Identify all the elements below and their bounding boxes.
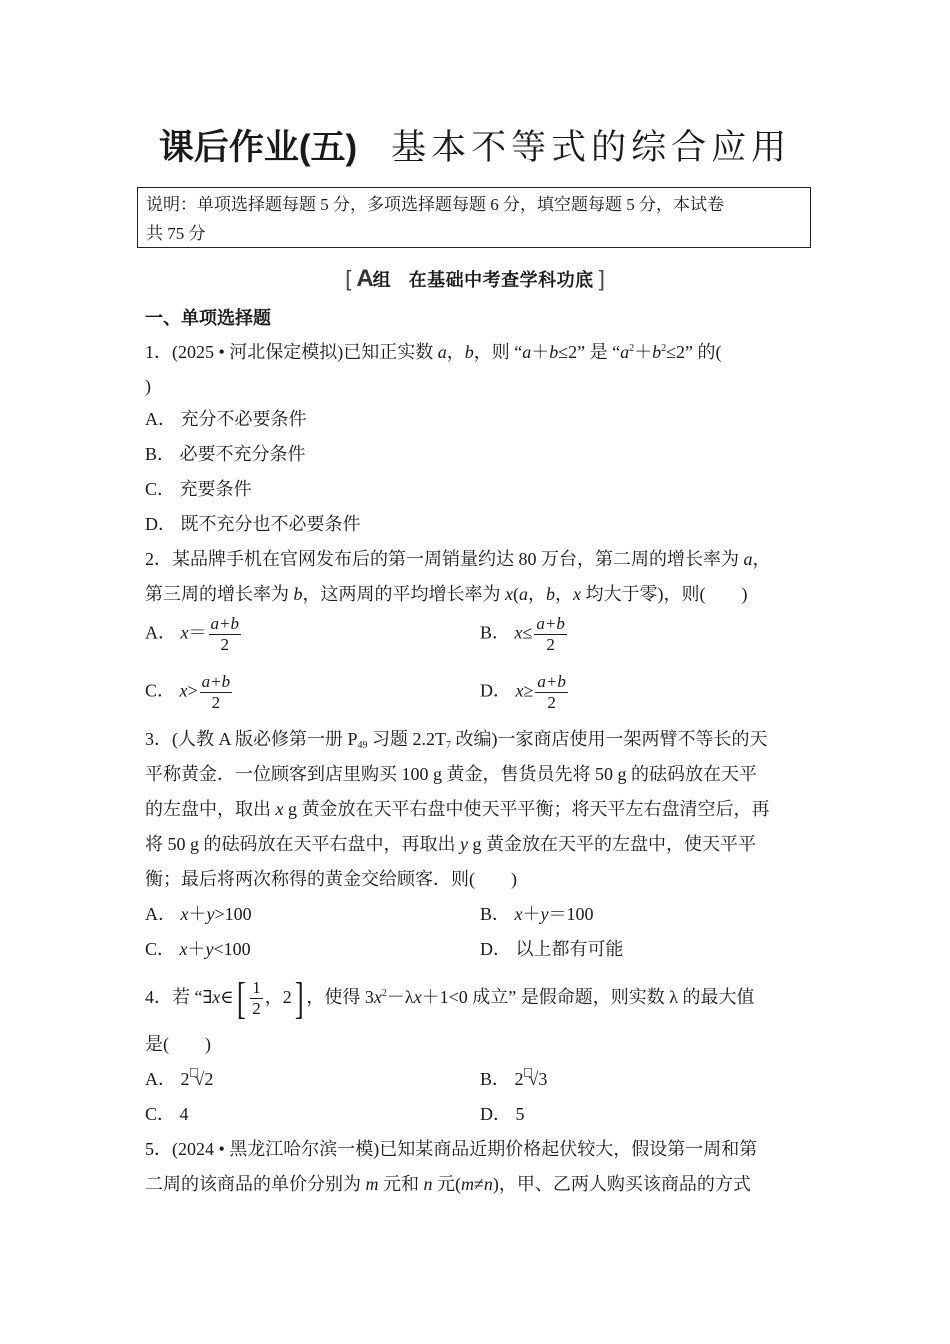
- fraction: $\frac{a+b}{2}$: [537, 672, 566, 712]
- right-bracket-icon: ]: [294, 973, 304, 1023]
- question-3-option-c[interactable]: C． x＋y<100: [145, 939, 251, 959]
- bracket-left: [: [345, 266, 352, 291]
- question-4-option-a[interactable]: A． 2 √2: [145, 1069, 214, 1089]
- title-topic: 基本不等式的综合应用: [391, 128, 792, 168]
- question-3-stem-line-4: 将 50 g 的砝码放在天平右盘中，再取出 y g 黄金放在天平的左盘中，使天平平: [145, 834, 756, 854]
- left-bracket-icon: [: [236, 973, 246, 1023]
- question-1-option-b[interactable]: B． 必要不充分条件: [145, 444, 306, 464]
- group-a-badge-icon: A: [356, 265, 373, 292]
- fraction: $\frac{a+b}{2}$: [536, 614, 565, 654]
- question-1-stem-cont: ): [145, 376, 151, 396]
- group-title: 在基础中考查学科功底: [408, 270, 594, 290]
- scoring-note-box: [137, 187, 811, 248]
- question-2-stem: 2．某品牌手机在官网发布后的第一周销量约达 80 万台，第二周的增长率为 a，: [145, 549, 771, 569]
- question-4-stem: 4．若 “∃x∈[ $\frac{1}{2}$ ，2] ，使得 $3x^2-\lambda x+1<0$ 成立” 是假命题，则实数 λ 的最大值: [145, 973, 755, 1023]
- question-3-stem-line-2: 平称黄金．一位顾客到店里购买 100 g 黄金，售货员先将 50 g 的砝码放在天平: [145, 764, 757, 784]
- scoring-note-line-1: 说明：单项选择题每题 5 分，多项选择题每题 6 分，填空题每题 5 分，本试卷: [146, 195, 724, 214]
- scoring-note-line-2: 共 75 分: [146, 224, 206, 243]
- question-4-option-d[interactable]: D． 5: [480, 1104, 525, 1124]
- question-4-stem-cont: 是( ): [145, 1034, 211, 1054]
- question-3-option-d[interactable]: D． 以上都有可能: [480, 939, 624, 959]
- question-3-option-a[interactable]: A． x＋y>100: [145, 904, 252, 924]
- fraction: $\frac{a+b}{2}$: [210, 614, 239, 654]
- cube-root-icon: √: [190, 1069, 205, 1089]
- question-3-stem: 3．(人教 A 版必修第一册 $P_{49}$ 习题 $2.2T_7$ 改编)一家商店使用一架两臂不等长的天: [145, 729, 768, 751]
- question-5-stem-cont: 二周的该商品的单价分别为 m 元和 n 元(m≠n)，甲、乙两人购买该商品的方式: [145, 1174, 751, 1194]
- question-5-stem: 5．(2024 • 黑龙江哈尔滨一模)已知某商品近期价格起伏较大，假设第一周和第: [145, 1139, 758, 1159]
- section-title: 一、单项选择题: [145, 308, 271, 328]
- question-3-stem-line-3: 的左盘中，取出 x g 黄金放在天平右盘中使天平平衡；将天平左右盘清空后，再: [145, 799, 770, 819]
- question-4-option-c[interactable]: C． 4: [145, 1104, 189, 1124]
- question-3-stem-line-5: 衡；最后将两次称得的黄金交给顾客．则( ): [145, 869, 517, 889]
- question-3-option-b[interactable]: B． x＋y＝100: [480, 904, 594, 924]
- question-2-option-b[interactable]: B． x≤ $\frac{a+b}{2}$: [480, 614, 565, 654]
- question-4-option-b[interactable]: B． 2 √3: [480, 1069, 548, 1089]
- question-2-option-d[interactable]: D． x≥ $\frac{a+b}{2}$: [480, 672, 566, 712]
- question-2-stem-cont: 第三周的增长率为 b，这两周的平均增长率为 x(a，b，x 均大于零)，则( ): [145, 584, 748, 604]
- group-suffix: 组: [372, 270, 391, 290]
- bracket-right: ]: [598, 266, 605, 291]
- question-2-option-c[interactable]: C． x> $\frac{a+b}{2}$: [145, 672, 231, 712]
- question-1-stem: 1．(2025 • 河北保定模拟)已知正实数 a，b，则 “a＋b≤2” 是 “$a^2+b^2\le 2$” 的(: [145, 342, 722, 362]
- question-1-option-c[interactable]: C． 充要条件: [145, 479, 252, 499]
- question-1-option-a[interactable]: A． 充分不必要条件: [145, 409, 307, 429]
- fraction: $\frac{1}{2}$: [252, 978, 261, 1019]
- question-2-option-a[interactable]: A． x＝ $\frac{a+b}{2}$: [145, 614, 239, 654]
- title-homework-number: 课后作业(五): [158, 128, 358, 167]
- fraction: $\frac{a+b}{2}$: [201, 672, 231, 712]
- question-1-option-d[interactable]: D． 既不充分也不必要条件: [145, 514, 361, 534]
- cube-root-icon: √: [524, 1069, 539, 1089]
- page-title: [0, 124, 950, 172]
- group-header: [0, 265, 950, 294]
